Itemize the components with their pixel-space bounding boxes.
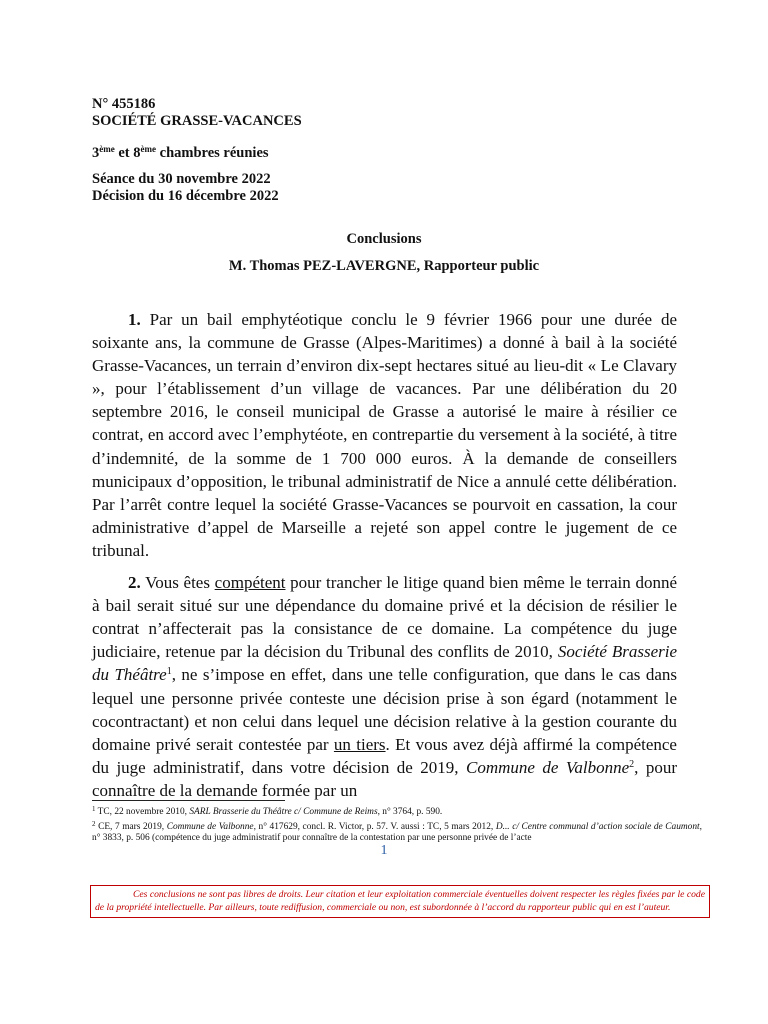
footnote-2: [92, 819, 702, 845]
footnote-text: , n° 3833, p. 506 (compétence du juge administratif pour connaître de la contestation par une personne privée de l’acte: [92, 821, 702, 844]
paragraph-text: , ne s’impose en effet, dans une telle configuration, que dans le cas dans lequel une personne privée conteste une décision prise à son égard (notamment le cocontractant) et non celui dans lequel une décision relative à la gestion courante du domaine privé serait contestée par: [92, 665, 677, 754]
paragraph-text: . Et vous avez déjà affirmé la compétence du juge administratif, dans votre décision de 2019,: [92, 734, 677, 777]
chambers-first-number: 3: [92, 145, 100, 161]
chambers-label: chambres réunies: [156, 145, 269, 161]
footnote-text: TC, 22 novembre 2010,: [95, 807, 190, 817]
footnote-separator: [92, 800, 285, 801]
paragraph-text: , pour connaître de la demande formée par un: [92, 757, 677, 800]
paragraph-number: 1.: [128, 310, 141, 329]
party-name: SOCIÉTÉ GRASSE-VACANCES: [92, 113, 302, 129]
hearing-date: Séance du 30 novembre 2022: [92, 171, 271, 187]
decision-date: Décision du 16 décembre 2022: [92, 188, 279, 204]
footnote-text: , n° 417629, concl. R. Victor, p. 57. V. aussi : TC, 5 mars 2012,: [253, 821, 496, 832]
conclusions-heading: Conclusions: [346, 231, 422, 247]
underlined-text: compétent: [214, 573, 286, 593]
footnote-case-name: SARL Brasserie du Théâtre c/ Commune de Reims: [189, 807, 378, 817]
case-name-italic: Société Brasserie du Théâtre: [92, 642, 677, 685]
footnote-1: [92, 804, 702, 819]
footnote-ref-1[interactable]: 1: [166, 666, 172, 678]
paragraph-2: [92, 571, 677, 802]
footnote-text: CE, 7 mars 2019,: [95, 821, 167, 832]
chambers-second-number: et 8: [114, 145, 141, 161]
chambers-first-ordinal: ème: [99, 144, 115, 154]
paragraph-text: Par un bail emphytéotique conclu le 9 février 1966 pour une durée de soixante ans, la commune de Grasse (Alpes-Maritimes) a donné à bail à la société Grasse-Vacances, un terrain d’environ dix-sept hectares situé au lieu-dit « Le Clavary », pour l’établissement d’un village de vacances. Par une délibération du 20 septembre 2016, le conseil municipal de Grasse a autorisé le maire à résilier ce contrat, en accord avec l’emphytéote, en contrepartie du versement à la société, à titre d’indemnité, de la somme de 1 700 000 euros. À la demande de conseillers municipaux d’opposition, le tribunal administratif de Nice a annulé cette délibération. Par l’arrêt contre lequel la société Grasse-Vacances se pourvoit en cassation, la cour administrative d’appel de Marseille a rejeté son appel contre le jugement de ce tribunal.: [92, 310, 677, 560]
footnotes: [92, 804, 702, 845]
rapporteur-line: M. Thomas PEZ-LAVERGNE, Rapporteur public: [228, 258, 540, 274]
footnote-text: , n° 3764, p. 590.: [377, 807, 443, 817]
copyright-notice-text: Ces conclusions ne sont pas libres de droits. Leur citation et leur exploitation commerciale éventuelles doivent respecter les règles fixées par le code de la propriété intellectuelle. Par ailleurs, toute rediffusion, commerciale ou non, est subordonnée à l’accord du rapporteur public qui en est l’auteur.: [95, 889, 705, 913]
body-text: [92, 308, 677, 811]
paragraph-1: [92, 308, 677, 562]
footnote-number: 1: [92, 805, 96, 813]
footnote-ref-2[interactable]: 2: [629, 758, 635, 770]
footnote-number: 2: [92, 819, 96, 828]
page-number: 1: [380, 843, 388, 858]
paragraph-text: pour trancher le litige quand bien même le terrain donné à bail serait situé sur une dépendance du domaine privé et la décision de résilier le contrat n’affecterait pas la consistance de ce domaine. La compétence du juge judiciaire, retenue par la décision du Tribunal des conflits de 2010,: [92, 573, 678, 662]
paragraph-text: Vous êtes: [140, 573, 215, 593]
case-name-italic: Commune de Valbonne: [465, 757, 630, 777]
chambers-second-ordinal: ème: [140, 144, 157, 154]
copyright-notice: [90, 885, 710, 918]
underlined-text: un tiers: [333, 734, 386, 754]
paragraph-number: 2.: [128, 573, 141, 593]
footnote-case-name: Commune de Valbonne: [166, 821, 254, 832]
chambers-line: [92, 141, 269, 162]
footnote-case-name: D... c/ Centre communal d’action sociale de Caumont: [495, 821, 700, 832]
case-number: N° 455186: [92, 96, 156, 112]
